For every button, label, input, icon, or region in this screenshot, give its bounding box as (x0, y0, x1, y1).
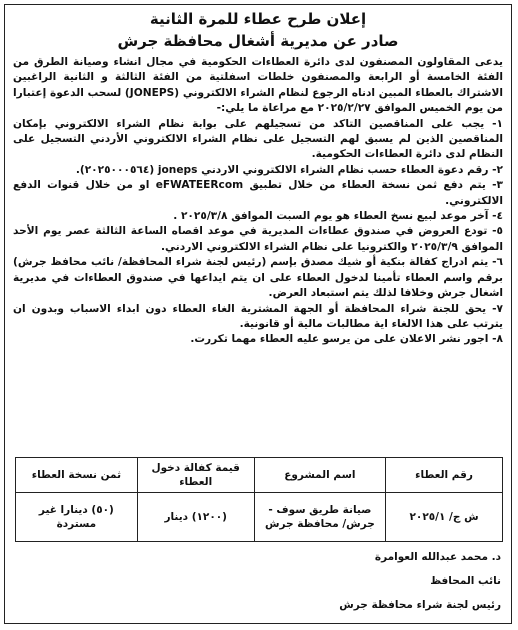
condition-item-7: ٧- يحق للجنة شراء المحافظة أو الجهة المشترية الغاء العطاء دون ابداء الاسباب وبدون ان يترتب على هذا الالغاء اية مطالبات مالية أو قانونية. (13, 302, 503, 330)
announcement-title: إعلان طرح عطاء للمرة الثانية (149, 10, 367, 28)
cell-bond-value: (١٢٠٠) دينار (137, 493, 254, 542)
header-bond-value: قيمة كفالة دخول العطاء (137, 458, 254, 493)
intro-paragraph: يدعى المقاولون المصنفون لدى دائرة العطاءات الحكومية في مجال انشاء وصيانة الطرق من الفئة الخامسة أو الرابعة والمصنفون خلطات اسفلتية من الفئة الثالثة و الثانية الراغبين الاشتراك بالعطاء المبين ادناه الرجوع لنظام الشراء الالكتروني (JONEPS) لسحب الدعوة إعتبارا من يوم الخميس الموافق ٢٠٢٥/٢/٢٧ مع مراعاة ما يلي:- (13, 56, 503, 115)
header-project-name: اسم المشروع (254, 458, 385, 493)
announcement-frame (4, 4, 512, 624)
signatory-name: د. محمد عبدالله العوامرة (374, 551, 501, 563)
condition-item-8: ٨- اجور نشر الاعلان على من يرسو عليه العطاء مهما تكررت. (190, 333, 503, 346)
announcement-body (13, 55, 503, 348)
condition-item-5: ٥- تودع العروض في صندوق عطاءات المديرية في موعد اقصاه الساعة الثالثة عصر يوم الأحد الموافق ٢٠٢٥/٣/٩ والكترونيا على نظام الشراء الالكتروني الاردني. (13, 225, 503, 253)
condition-item-1: ١- يجب على المناقصين التاكد من تسجيلهم على بوابة نظام الشراء الالكتروني بإمكان المناقصين الذين لم يسبق لهم التسجيل على نظام الشراء الالكتروني الأردني التسجيل على النظام لدى دائرة العطاءات الحكومية. (13, 117, 503, 161)
cell-project-name: صيانة طريق سوف - جرش/ محافظة جرش (254, 493, 385, 542)
signatory-committee: رئيس لجنة شراء محافظة جرش (339, 599, 501, 611)
cell-copy-price: (٥٠) دينارا غير مستردة (16, 493, 138, 542)
condition-item-6: ٦- يتم ادراج كفالة بنكية أو شيك مصدق بإسم (رئيس لجنة شراء المحافظة/ نائب محافظ جرش) برقم واسم العطاء تأمينا لدخول العطاء على ان يتم ايداعها في صندوق العطاءات في مديرية اشغال جرش وخلافا لذلك يتم استبعاد العرض. (13, 256, 503, 300)
table-row (16, 493, 503, 542)
tender-table (15, 457, 503, 542)
header-tender-number: رقم العطاء (386, 458, 503, 493)
cell-tender-number: ش ج/ ٢٠٢٥/١ (386, 493, 503, 542)
announcement-subtitle: صادر عن مديرية أشغال محافظة جرش (117, 32, 399, 50)
header-copy-price: ثمن نسخة العطاء (16, 458, 138, 493)
condition-item-3: ٣- يتم دفع ثمن نسخة العطاء من خلال تطبيق eFWATEERcom او من خلال قنوات الدفع الالكتروني. (13, 179, 503, 207)
condition-item-2: ٢- رقم دعوة العطاء حسب نظام الشراء الالكتروني الاردني joneps (٢٠٢٥٠٠٠٥٦٤). (75, 163, 503, 176)
signatory-role: نائب المحافظ (430, 575, 501, 587)
condition-item-4: ٤- آخر موعد لبيع نسخ العطاء هو يوم السبت الموافق ٢٠٢٥/٣/٨ . (173, 210, 503, 223)
table-header-row (16, 458, 503, 493)
